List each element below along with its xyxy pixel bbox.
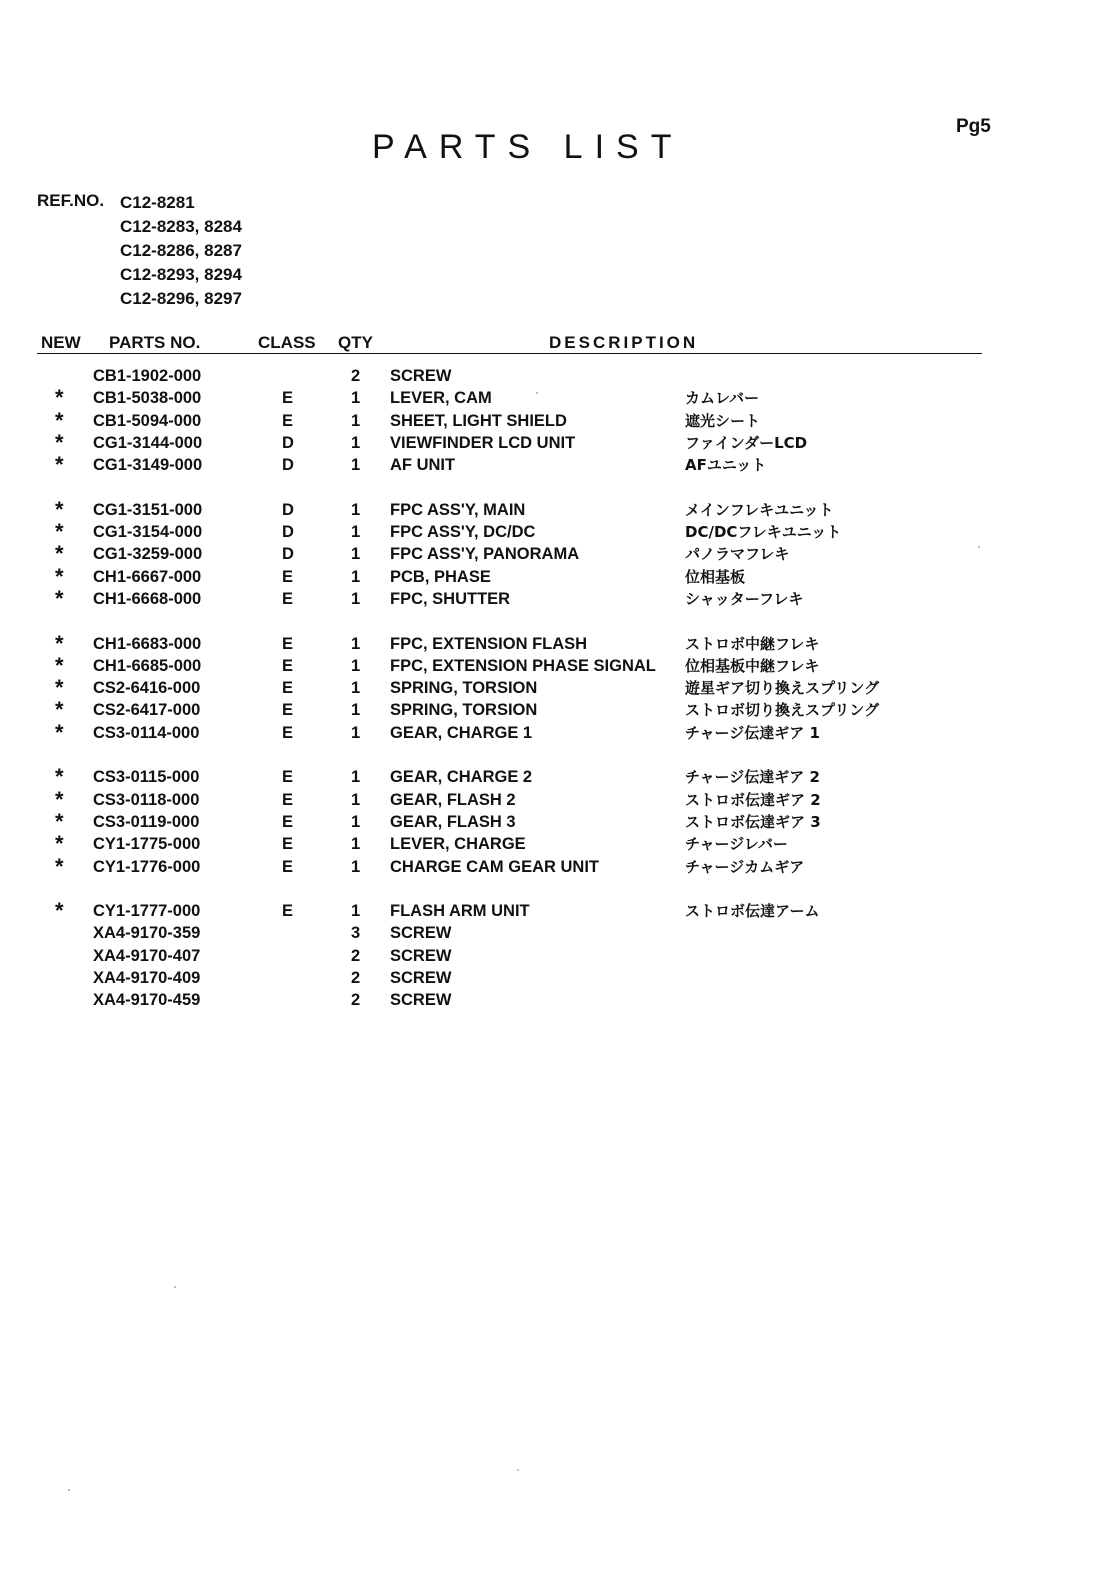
part-class: E	[282, 589, 294, 608]
part-description-jp: 遮光シート	[685, 411, 761, 430]
part-description: FPC, EXTENSION PHASE SIGNAL	[390, 656, 656, 675]
part-class: E	[282, 567, 294, 586]
part-class: D	[282, 456, 294, 475]
scan-speck	[517, 1469, 519, 1471]
part-qty: 1	[351, 768, 361, 787]
part-number: CS3-0119-000	[93, 812, 200, 831]
part-qty: 2	[351, 367, 361, 385]
part-number: XA4-9170-459	[93, 991, 201, 1010]
table-row	[0, 989, 1114, 1011]
table-row	[0, 808, 1114, 834]
table-row	[0, 719, 1114, 745]
part-description: SPRING, TORSION	[390, 701, 538, 720]
part-class: D	[282, 500, 294, 519]
part-description-jp: DC/DCフレキユニット	[685, 523, 842, 542]
part-description: FPC, EXTENSION FLASH	[390, 634, 588, 653]
part-description: GEAR, FLASH 3	[390, 812, 516, 831]
part-qty: 1	[351, 456, 361, 475]
part-qty: 1	[351, 433, 361, 452]
part-description-jp: パノラマフレキ	[685, 545, 790, 564]
part-qty: 1	[351, 835, 361, 854]
part-description: FPC, SHUTTER	[390, 589, 511, 608]
part-description-jp: 遊星ギア切り換えスプリング	[685, 679, 880, 698]
part-class: D	[282, 545, 294, 564]
part-number: XA4-9170-409	[93, 969, 201, 988]
part-class: D	[282, 433, 294, 452]
part-description: SCREW	[390, 991, 452, 1010]
part-description-jp: シャッターフレキ	[685, 589, 804, 608]
new-marker: *	[55, 519, 64, 545]
table-row	[0, 652, 1114, 678]
part-class: E	[282, 768, 294, 787]
new-marker: *	[55, 407, 64, 433]
header-rule	[37, 353, 982, 354]
part-qty: 1	[351, 656, 361, 675]
table-row	[0, 387, 1114, 409]
new-marker: *	[55, 898, 64, 924]
new-marker: *	[55, 385, 64, 411]
table-row	[0, 630, 1114, 656]
scan-speck	[174, 1286, 176, 1288]
part-class: E	[282, 411, 294, 430]
new-marker: *	[55, 697, 64, 723]
table-row	[0, 454, 1114, 476]
table-row	[0, 945, 1114, 967]
new-marker: *	[55, 496, 64, 522]
part-class: E	[282, 790, 294, 809]
part-description: LEVER, CHARGE	[390, 835, 526, 854]
part-qty: 1	[351, 812, 361, 831]
part-class: E	[282, 679, 294, 698]
part-qty: 1	[351, 723, 361, 742]
part-number: XA4-9170-407	[93, 946, 201, 965]
part-description: SCREW	[390, 969, 452, 988]
new-marker: *	[55, 719, 64, 745]
part-qty: 1	[351, 790, 361, 809]
part-number: CS2-6416-000	[93, 679, 201, 698]
table-row	[0, 833, 1114, 855]
part-description-jp: チャージレバー	[685, 835, 788, 854]
part-description-jp: 位相基板中継フレキ	[685, 656, 820, 675]
part-class: E	[282, 835, 294, 854]
part-qty: 1	[351, 500, 361, 519]
table-row	[0, 786, 1114, 812]
part-number: CS3-0114-000	[93, 723, 200, 742]
part-number: CY1-1776-000	[93, 857, 201, 876]
part-description-jp: ストロボ伝達アーム	[685, 902, 820, 921]
part-description: FPC ASS'Y, DC/DC	[390, 523, 536, 542]
part-description-jp: ストロボ切り換えスプリング	[685, 701, 880, 720]
ref-number: C12-8296, 8297	[120, 289, 242, 308]
part-number: CH1-6685-000	[93, 656, 202, 675]
table-row	[0, 407, 1114, 433]
part-class: E	[282, 701, 294, 720]
part-qty: 1	[351, 411, 361, 430]
new-marker: *	[55, 808, 64, 834]
part-class: E	[282, 902, 294, 921]
table-row	[0, 699, 1114, 721]
scan-speck	[536, 392, 538, 394]
part-description-jp: AFユニット	[685, 456, 767, 475]
scan-speck	[978, 546, 980, 548]
part-description: FPC ASS'Y, PANORAMA	[390, 545, 580, 564]
table-row	[0, 900, 1114, 922]
part-class: E	[282, 812, 294, 831]
part-qty: 1	[351, 523, 361, 542]
part-number: CH1-6667-000	[93, 567, 202, 586]
table-row	[0, 521, 1114, 543]
part-description-jp: チャージカムギア	[685, 857, 805, 876]
part-description: GEAR, FLASH 2	[390, 790, 516, 809]
table-row	[0, 543, 1114, 565]
part-class: E	[282, 634, 294, 653]
new-marker: *	[55, 585, 64, 611]
part-number: CS3-0118-000	[93, 790, 200, 809]
part-description-jp: チャージ伝達ギア 2	[685, 768, 820, 787]
part-class: D	[282, 523, 294, 542]
part-number: CG1-3151-000	[93, 500, 203, 519]
part-qty: 1	[351, 389, 361, 408]
part-qty: 1	[351, 679, 361, 698]
part-description-jp: ストロボ伝達ギア 3	[685, 812, 821, 831]
part-description: AF UNIT	[390, 456, 456, 475]
part-description: SHEET, LIGHT SHIELD	[390, 411, 567, 430]
ref-number: C12-8283, 8284	[120, 217, 242, 236]
part-description-jp: メインフレキユニット	[685, 500, 834, 519]
table-row	[0, 967, 1114, 989]
part-number: CB1-1902-000	[93, 367, 202, 385]
part-description: FLASH ARM UNIT	[390, 902, 530, 921]
new-marker: *	[55, 563, 64, 589]
ref-label: REF.NO.	[37, 191, 105, 210]
part-number: CS2-6417-000	[93, 701, 201, 720]
new-marker: *	[55, 630, 64, 656]
part-qty: 2	[351, 991, 361, 1010]
part-qty: 1	[351, 857, 361, 876]
new-marker: *	[55, 452, 64, 478]
new-marker: *	[55, 764, 64, 790]
part-description-jp: ストロボ中継フレキ	[685, 634, 820, 653]
part-number: CH1-6668-000	[93, 589, 202, 608]
part-number: CG1-3144-000	[93, 433, 203, 452]
part-qty: 1	[351, 634, 361, 653]
part-description-jp: チャージ伝達ギア 1	[685, 723, 820, 742]
page-title: PARTS LIST	[372, 128, 684, 166]
part-qty: 2	[351, 969, 361, 988]
table-row	[0, 585, 1114, 611]
part-qty: 1	[351, 902, 361, 921]
ref-number: C12-8286, 8287	[120, 241, 242, 260]
new-marker: *	[55, 429, 64, 455]
part-qty: 1	[351, 567, 361, 586]
table-row	[0, 922, 1114, 944]
table-row	[0, 677, 1114, 699]
part-description: SPRING, TORSION	[390, 679, 538, 698]
part-description: GEAR, CHARGE 2	[390, 768, 533, 787]
table-row	[0, 496, 1114, 522]
part-number: CY1-1777-000	[93, 902, 201, 921]
table-row	[0, 853, 1114, 879]
new-marker: *	[55, 853, 64, 879]
part-description: SCREW	[390, 946, 452, 965]
part-number: CB1-5038-000	[93, 389, 202, 408]
part-number: CH1-6683-000	[93, 634, 202, 653]
table-row	[0, 563, 1114, 589]
part-qty: 2	[351, 946, 361, 965]
part-number: CG1-3259-000	[93, 545, 203, 564]
part-number: CG1-3149-000	[93, 456, 203, 475]
header-class: CLASS	[258, 333, 316, 352]
part-description: LEVER, CAM	[390, 389, 492, 408]
part-description-jp: 位相基板	[685, 567, 746, 586]
part-number: XA4-9170-359	[93, 924, 201, 943]
part-description: VIEWFINDER LCD UNIT	[390, 433, 576, 452]
part-qty: 3	[351, 924, 361, 943]
header-parts-no: PARTS NO.	[109, 333, 201, 352]
table-row	[0, 766, 1114, 788]
part-description: GEAR, CHARGE 1	[390, 723, 533, 742]
part-qty: 1	[351, 589, 361, 608]
new-marker: *	[55, 786, 64, 812]
header-description: DESCRIPTION	[549, 333, 699, 352]
part-qty: 1	[351, 701, 361, 720]
part-class: E	[282, 656, 294, 675]
part-qty: 1	[351, 545, 361, 564]
parts-table	[0, 365, 1114, 1012]
part-number: CB1-5094-000	[93, 411, 202, 430]
table-row	[0, 429, 1114, 455]
part-number: CG1-3154-000	[93, 523, 203, 542]
part-number: CY1-1775-000	[93, 835, 201, 854]
ref-number: C12-8281	[120, 193, 195, 212]
part-class: E	[282, 857, 294, 876]
new-marker: *	[55, 675, 64, 701]
ref-list	[120, 191, 242, 311]
table-row	[0, 365, 1114, 387]
header-new: NEW	[41, 333, 81, 352]
part-description: CHARGE CAM GEAR UNIT	[390, 857, 599, 876]
part-description: SCREW	[390, 924, 452, 943]
header-qty: QTY	[338, 333, 373, 352]
new-marker: *	[55, 652, 64, 678]
part-description: FPC ASS'Y, MAIN	[390, 500, 526, 519]
new-marker: *	[55, 831, 64, 857]
part-class: E	[282, 723, 294, 742]
page-number: Pg5	[956, 116, 991, 137]
scan-speck	[68, 1489, 70, 1491]
part-class: E	[282, 389, 294, 408]
part-description-jp: カムレバー	[685, 389, 759, 408]
part-description: SCREW	[390, 367, 452, 385]
new-marker: *	[55, 541, 64, 567]
part-description-jp: ファインダーLCD	[685, 433, 808, 452]
part-number: CS3-0115-000	[93, 768, 200, 787]
part-description-jp: ストロボ伝達ギア 2	[685, 790, 821, 809]
part-description: PCB, PHASE	[390, 567, 491, 586]
ref-number: C12-8293, 8294	[120, 265, 242, 284]
